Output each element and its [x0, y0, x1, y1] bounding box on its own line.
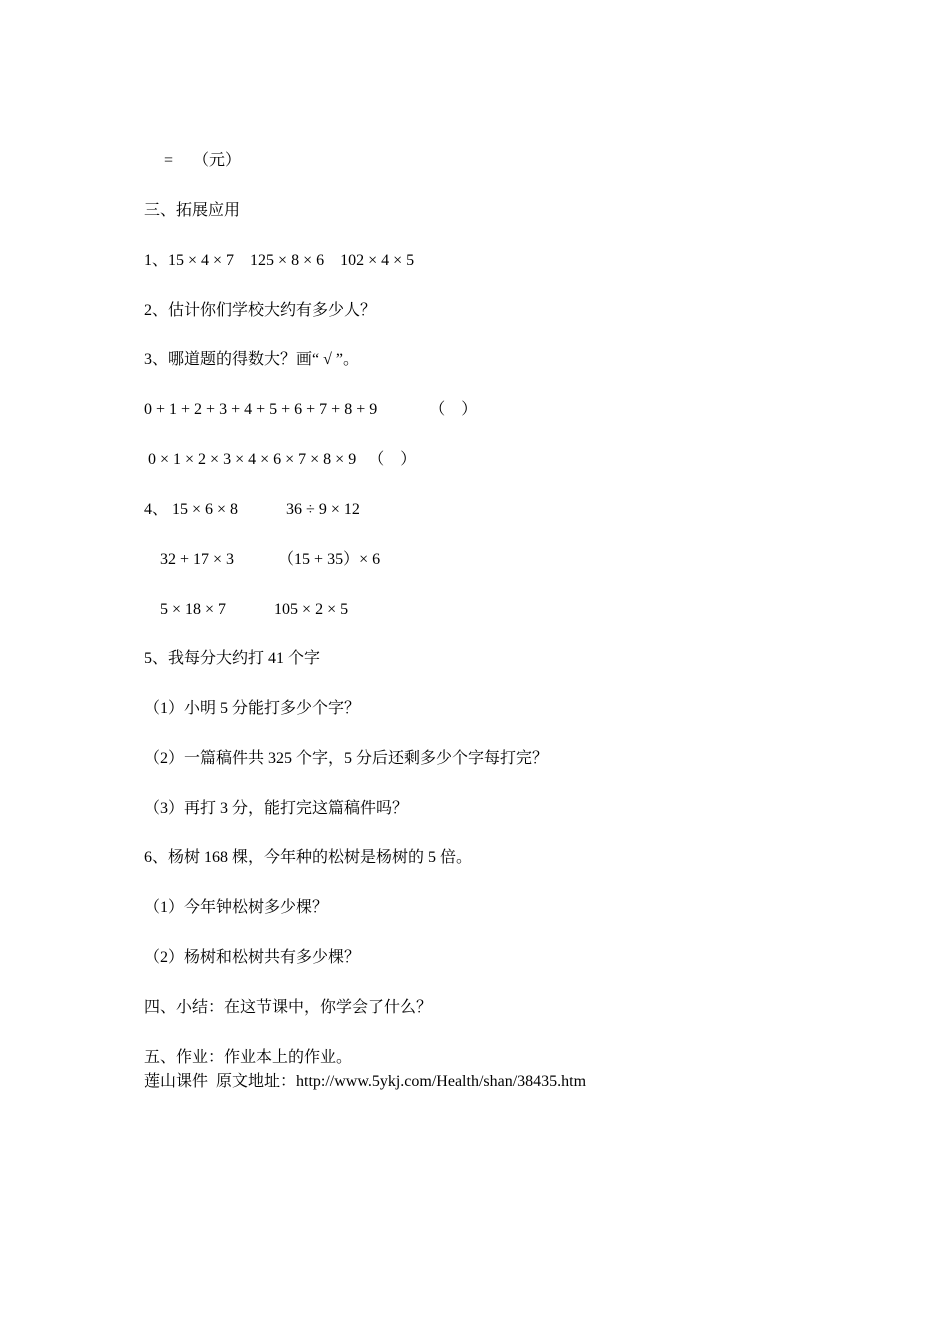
question-1: 1、15 × 4 × 7 125 × 8 × 6 102 × 4 × 5 — [144, 252, 415, 269]
section-five-homework: 五、作业：作业本上的作业。 — [144, 1049, 353, 1066]
question-6-part-1: （1）今年钟松树多少棵？ — [144, 899, 329, 916]
section-three-heading: 三、拓展应用 — [144, 202, 241, 219]
question-4-row-3: 5 × 18 × 7 105 × 2 × 5 — [144, 601, 349, 618]
source-footer: 莲山课件 原文地址：http://www.5ykj.com/Health/shan/38435.htm — [144, 1073, 587, 1090]
question-3-sum-expression: 0 + 1 + 2 + 3 + 4 + 5 + 6 + 7 + 8 + 9 （ ） — [144, 401, 478, 418]
question-5: 5、我每分大约打 41 个字 — [144, 650, 321, 667]
equation-yuan-line: = （元） — [156, 152, 242, 169]
question-6: 6、杨树 168 棵，今年种的松树是杨树的 5 倍。 — [144, 849, 473, 866]
question-5-part-1: （1）小明 5 分能打多少个字？ — [144, 700, 361, 717]
question-3-product-expression: 0 × 1 × 2 × 3 × 4 × 6 × 7 × 8 × 9 （ ） — [144, 451, 417, 468]
section-four-summary: 四、小结：在这节课中，你学会了什么？ — [144, 999, 433, 1016]
question-6-part-2: （2）杨树和松树共有多少棵？ — [144, 949, 361, 966]
question-4-row-1: 4、 15 × 6 × 8 36 ÷ 9 × 12 — [144, 501, 360, 518]
question-5-part-3: （3）再打 3 分，能打完这篇稿件吗？ — [144, 800, 409, 817]
question-5-part-2: （2）一篇稿件共 325 个字，5 分后还剩多少个字每打完？ — [144, 750, 549, 767]
question-2: 2、估计你们学校大约有多少人？ — [144, 302, 377, 319]
question-3: 3、哪道题的得数大？画“ √ ”。 — [144, 351, 359, 368]
question-4-row-2: 32 + 17 × 3 （15 + 35）× 6 — [144, 551, 381, 568]
